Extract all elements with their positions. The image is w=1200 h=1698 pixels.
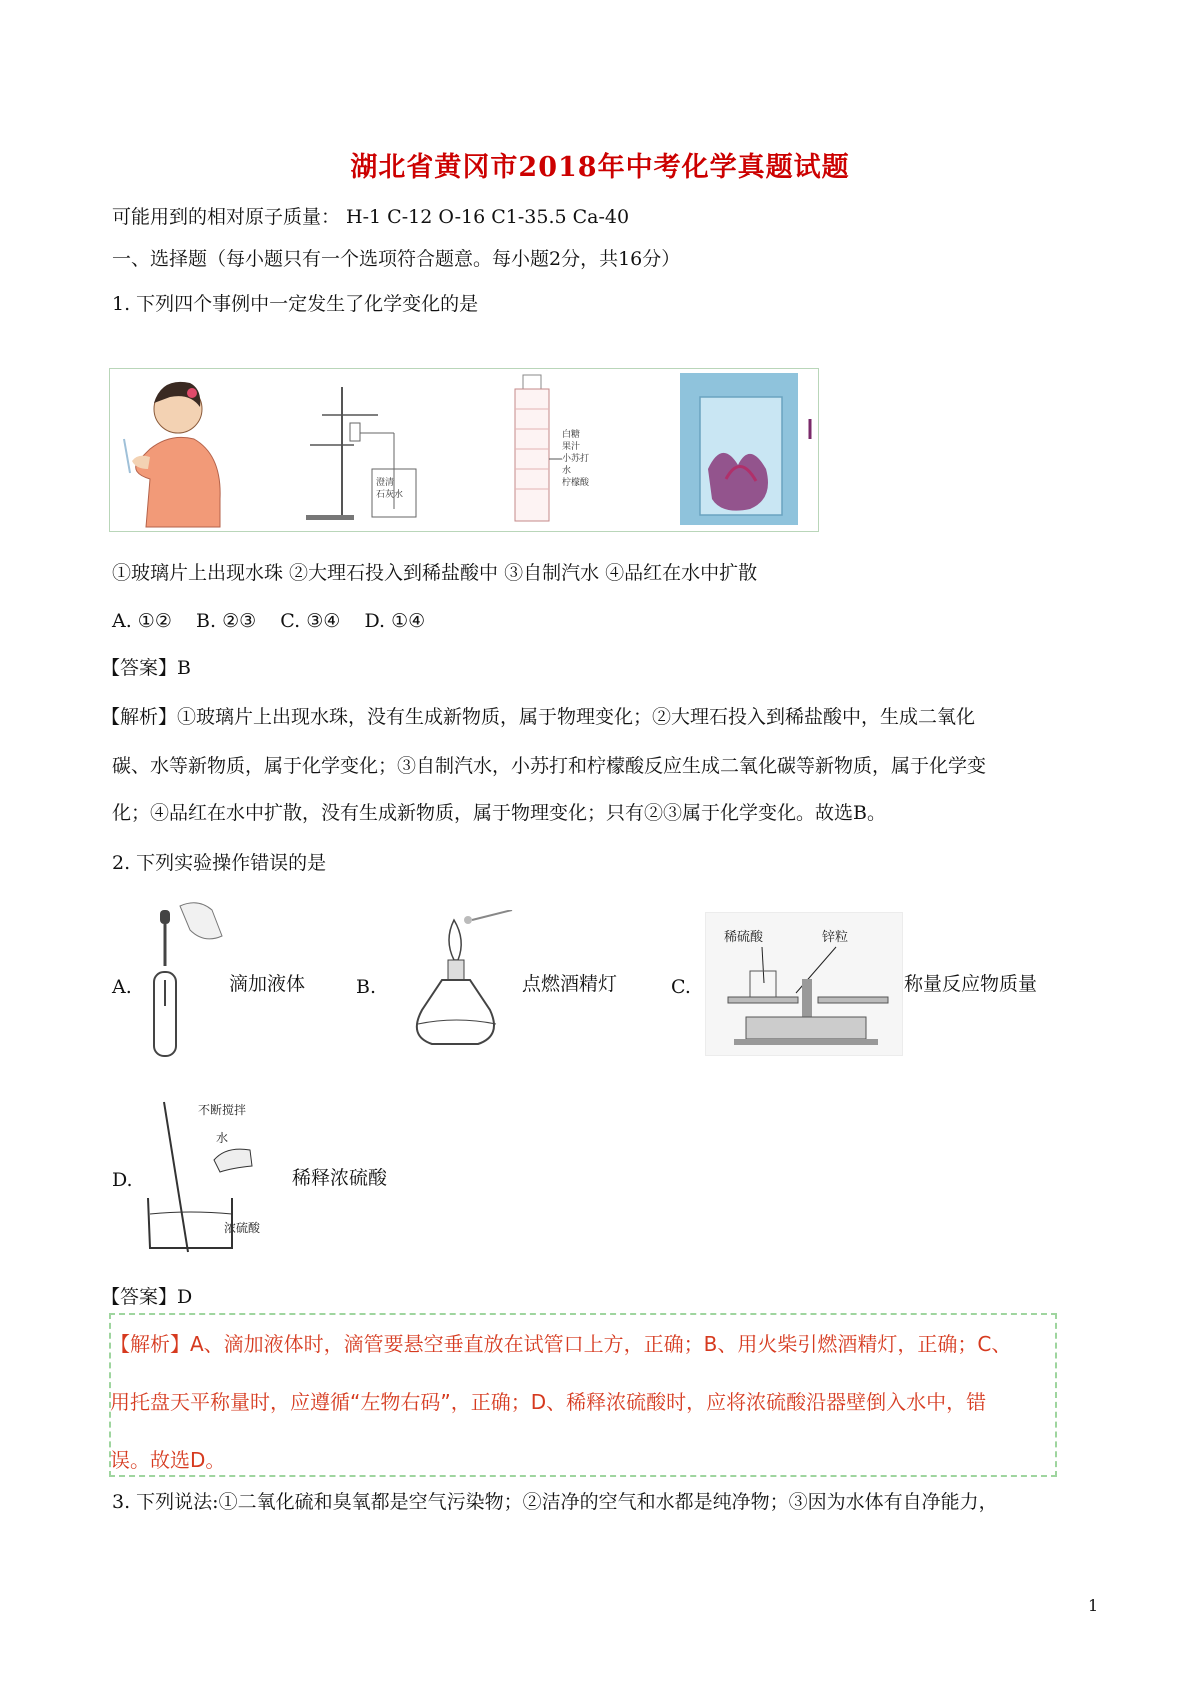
option-a-text: 滴加液体: [229, 973, 306, 995]
question-1-analysis-line-2: 碳、水等新物质，属于化学变化；③自制汽水，小苏打和柠檬酸反应生成二氧化碳等新物质，属于化学变: [112, 755, 987, 777]
question-1-analysis-line-1: 【解析】①玻璃片上出现水珠，没有生成新物质，属于物理变化；②大理石投入到稀盐酸中，生成二氧化: [101, 706, 976, 728]
dilution-label-stir: 不断搅拌: [198, 1103, 247, 1117]
lime-water-apparatus: [306, 387, 416, 520]
question-2-analysis-line-1: 【解析】A、滴加液体时，滴管要悬空垂直放在试管口上方，正确；B、用火柴引燃酒精灯，正确；C、: [110, 1332, 1012, 1356]
question-3-stem: 3. 下列说法:①二氧化硫和臭氧都是空气污染物；②洁净的空气和水都是纯净物；③因为水体有自净能力，: [112, 1491, 998, 1513]
option-b-text: 点燃酒精灯: [522, 973, 618, 995]
section-heading: 一、选择题（每小题只有一个选项符合题意。每小题2分，共16分）: [112, 248, 681, 270]
question-1-analysis-line-3: 化；④品红在水中扩散，没有生成新物质，属于物理变化；只有②③属于化学变化。故选B。: [112, 802, 886, 824]
atomic-mass-line: 可能用到的相对原子质量： H-1 C-12 O-16 C1-35.5 Ca-40: [112, 206, 630, 228]
question-1-options: A. ①② B. ②③ C. ③④ D. ①④: [112, 610, 426, 632]
balance-label-zinc: 锌粒: [822, 930, 849, 945]
option-d-letter: D.: [112, 1169, 133, 1191]
bottle-label-water: 水: [562, 466, 572, 476]
question-2-analysis-line-2: 用托盘天平称量时，应遵循“左物右码”，正确；D、稀释浓硫酸时，应将浓硫酸沿器壁倒入水中，错: [110, 1390, 987, 1414]
question-1-answer: 【答案】B: [101, 657, 191, 679]
dropper-image: [140, 896, 228, 1062]
lime-water-label-2: 石灰水: [376, 490, 404, 500]
question-2-stem: 2. 下列实验操作错误的是: [112, 852, 327, 874]
alcohol-lamp-image: [392, 910, 520, 1050]
option-d-text: 稀释浓硫酸: [292, 1167, 388, 1189]
option-a-letter: A.: [112, 976, 132, 998]
dilution-label-acid: 浓硫酸: [224, 1221, 261, 1235]
option-b-letter: B.: [356, 976, 377, 998]
question-2-analysis-line-3: 误。故选D。: [110, 1448, 226, 1472]
girl-illustration: [124, 382, 220, 527]
dilution-label-water: 水: [216, 1131, 229, 1145]
question-1-illustrations: [110, 369, 818, 531]
question-1-stem: 1. 下列四个事例中一定发生了化学变化的是: [112, 293, 479, 315]
dilution-image: [140, 1098, 288, 1256]
option-c-text: 称量反应物质量: [904, 973, 1038, 995]
question-1-image-strip: [109, 368, 819, 532]
bottle-label-soda: 小苏打: [562, 454, 590, 464]
question-1-captions: ①玻璃片上出现水珠 ②大理石投入到稀盐酸中 ③自制汽水 ④品红在水中扩散: [112, 562, 758, 584]
balance-image: [705, 912, 903, 1056]
option-c-letter: C.: [671, 976, 691, 998]
page-title: 湖北省黄冈市2018年中考化学真题试题: [350, 152, 850, 183]
lime-water-label-1: 澄清: [376, 478, 395, 488]
bottle-label-citric: 柠檬酸: [562, 478, 590, 488]
bottle-label-sugar: 白糖: [562, 430, 581, 440]
magenta-dye-beaker: [680, 373, 810, 525]
soda-bottle: [515, 375, 590, 521]
balance-label-acid: 稀硫酸: [724, 930, 764, 945]
page-number: 1: [1088, 1596, 1099, 1615]
question-2-answer: 【答案】D: [101, 1286, 193, 1308]
bottle-label-juice: 果汁: [562, 442, 581, 452]
